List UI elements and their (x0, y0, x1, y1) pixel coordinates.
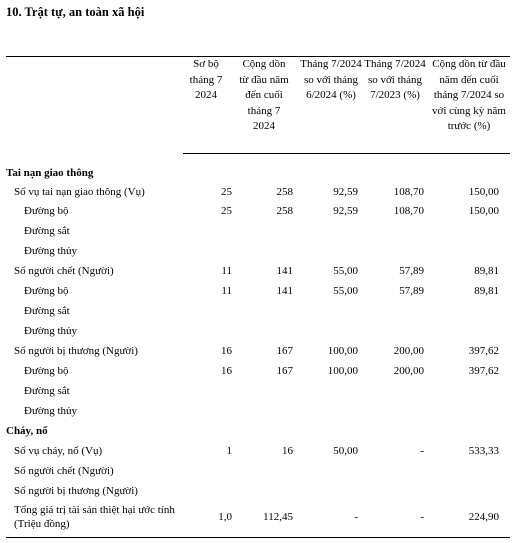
cell-cumulative: 112,45 (263, 511, 293, 523)
row-label: Số vụ cháy, nổ (Vụ) (14, 445, 103, 457)
cell-preliminary: 11 (221, 265, 232, 277)
cell-preliminary: 16 (221, 365, 232, 377)
table-row (0, 504, 517, 530)
row-label: Số người chết (Người) (14, 465, 114, 477)
cell-cumulative: 141 (276, 285, 293, 297)
header-july-vs-july-2023: Tháng 7/2024 so với tháng 7/2023 (%) (364, 58, 426, 101)
table-bottom-rule (6, 537, 510, 538)
cell-cumulative-vs-year: 533,33 (468, 445, 499, 457)
cell-preliminary: 1,0 (218, 511, 232, 523)
table-row (0, 425, 517, 445)
cell-vs-same-month: 108,70 (393, 205, 424, 217)
header-bottom-rule (183, 153, 510, 154)
cell-vs-prev-month: - (354, 511, 358, 523)
cell-cumulative-vs-year: 150,00 (468, 186, 499, 198)
table-row (0, 465, 517, 485)
cell-vs-same-month: 200,00 (393, 345, 424, 357)
table-row (0, 245, 517, 265)
row-label: Đường thủy (24, 405, 78, 417)
table-row (0, 365, 517, 385)
cell-preliminary: 11 (221, 285, 232, 297)
cell-vs-prev-month: 100,00 (327, 365, 358, 377)
row-label: Đường thủy (24, 245, 78, 257)
cell-cumulative-vs-year: 89,81 (474, 285, 499, 297)
cell-cumulative-vs-year: 224,90 (468, 511, 499, 523)
cell-cumulative: 258 (276, 205, 293, 217)
table-row (0, 385, 517, 405)
row-label: Đường bộ (24, 205, 69, 217)
cell-vs-same-month: 57,89 (399, 265, 424, 277)
cell-cumulative-vs-year: 397,62 (468, 345, 499, 357)
row-label: Đường sắt (24, 305, 70, 317)
row-label: Số người bị thương (Người) (14, 345, 138, 357)
cell-vs-same-month: 57,89 (399, 285, 424, 297)
table-row (0, 405, 517, 425)
header-cumulative-to-july-2024: Cộng dồn từ đầu năm đến cuối tháng 7 2024 (239, 58, 289, 132)
cell-vs-same-month: - (420, 445, 424, 457)
cell-preliminary: 25 (221, 205, 232, 217)
cell-cumulative: 167 (276, 345, 293, 357)
table-row (0, 345, 517, 365)
row-label: Đường bộ (24, 285, 69, 297)
row-label: Đường sắt (24, 385, 70, 397)
cell-vs-prev-month: 50,00 (333, 445, 358, 457)
table-row (0, 285, 517, 305)
table-row (0, 305, 517, 325)
table-row (0, 485, 517, 505)
cell-vs-prev-month: 92,59 (333, 186, 358, 198)
row-label: Đường sắt (24, 225, 70, 237)
cell-preliminary: 16 (221, 345, 232, 357)
section-title: 10. Trật tự, an toàn xã hội (6, 5, 145, 19)
cell-vs-same-month: 200,00 (393, 365, 424, 377)
cell-vs-prev-month: 55,00 (333, 265, 358, 277)
header-cumulative-vs-last-year: Cộng dồn từ đầu năm đến cuối tháng 7/2024 so với cùng kỳ năm trước (%) (432, 58, 506, 132)
cell-vs-same-month: 108,70 (393, 186, 424, 198)
table-row (0, 445, 517, 465)
row-label: Số người chết (Người) (14, 265, 114, 277)
cell-cumulative: 167 (276, 365, 293, 377)
cell-preliminary: 1 (226, 445, 232, 457)
table-row (0, 225, 517, 245)
header-preliminary-july-2024: Sơ bộ tháng 7 2024 (189, 58, 223, 101)
table-row (0, 186, 517, 206)
cell-cumulative: 141 (276, 265, 293, 277)
cell-vs-prev-month: 55,00 (333, 285, 358, 297)
cell-vs-prev-month: 92,59 (333, 205, 358, 217)
section-label: Cháy, nổ (6, 425, 48, 437)
cell-vs-same-month: - (420, 511, 424, 523)
table-row (0, 325, 517, 345)
table-row (0, 167, 517, 187)
cell-cumulative-vs-year: 397,62 (468, 365, 499, 377)
row-label: Số vụ tai nạn giao thông (Vụ) (14, 186, 145, 198)
row-label: Số người bị thương (Người) (14, 485, 138, 497)
header-july-vs-june: Tháng 7/2024 so với tháng 6/2024 (%) (300, 58, 362, 101)
row-label: Đường thủy (24, 325, 78, 337)
row-label: Tổng giá trị tài sản thiệt hại ước tính (Triệu đồng) (14, 504, 175, 530)
cell-cumulative: 16 (282, 445, 293, 457)
cell-vs-prev-month: 100,00 (327, 345, 358, 357)
row-label: Đường bộ (24, 365, 69, 377)
section-label: Tai nạn giao thông (6, 167, 94, 179)
cell-preliminary: 25 (221, 186, 232, 198)
cell-cumulative: 258 (276, 186, 293, 198)
table-row (0, 205, 517, 225)
cell-cumulative-vs-year: 89,81 (474, 265, 499, 277)
table-row (0, 265, 517, 285)
cell-cumulative-vs-year: 150,00 (468, 205, 499, 217)
